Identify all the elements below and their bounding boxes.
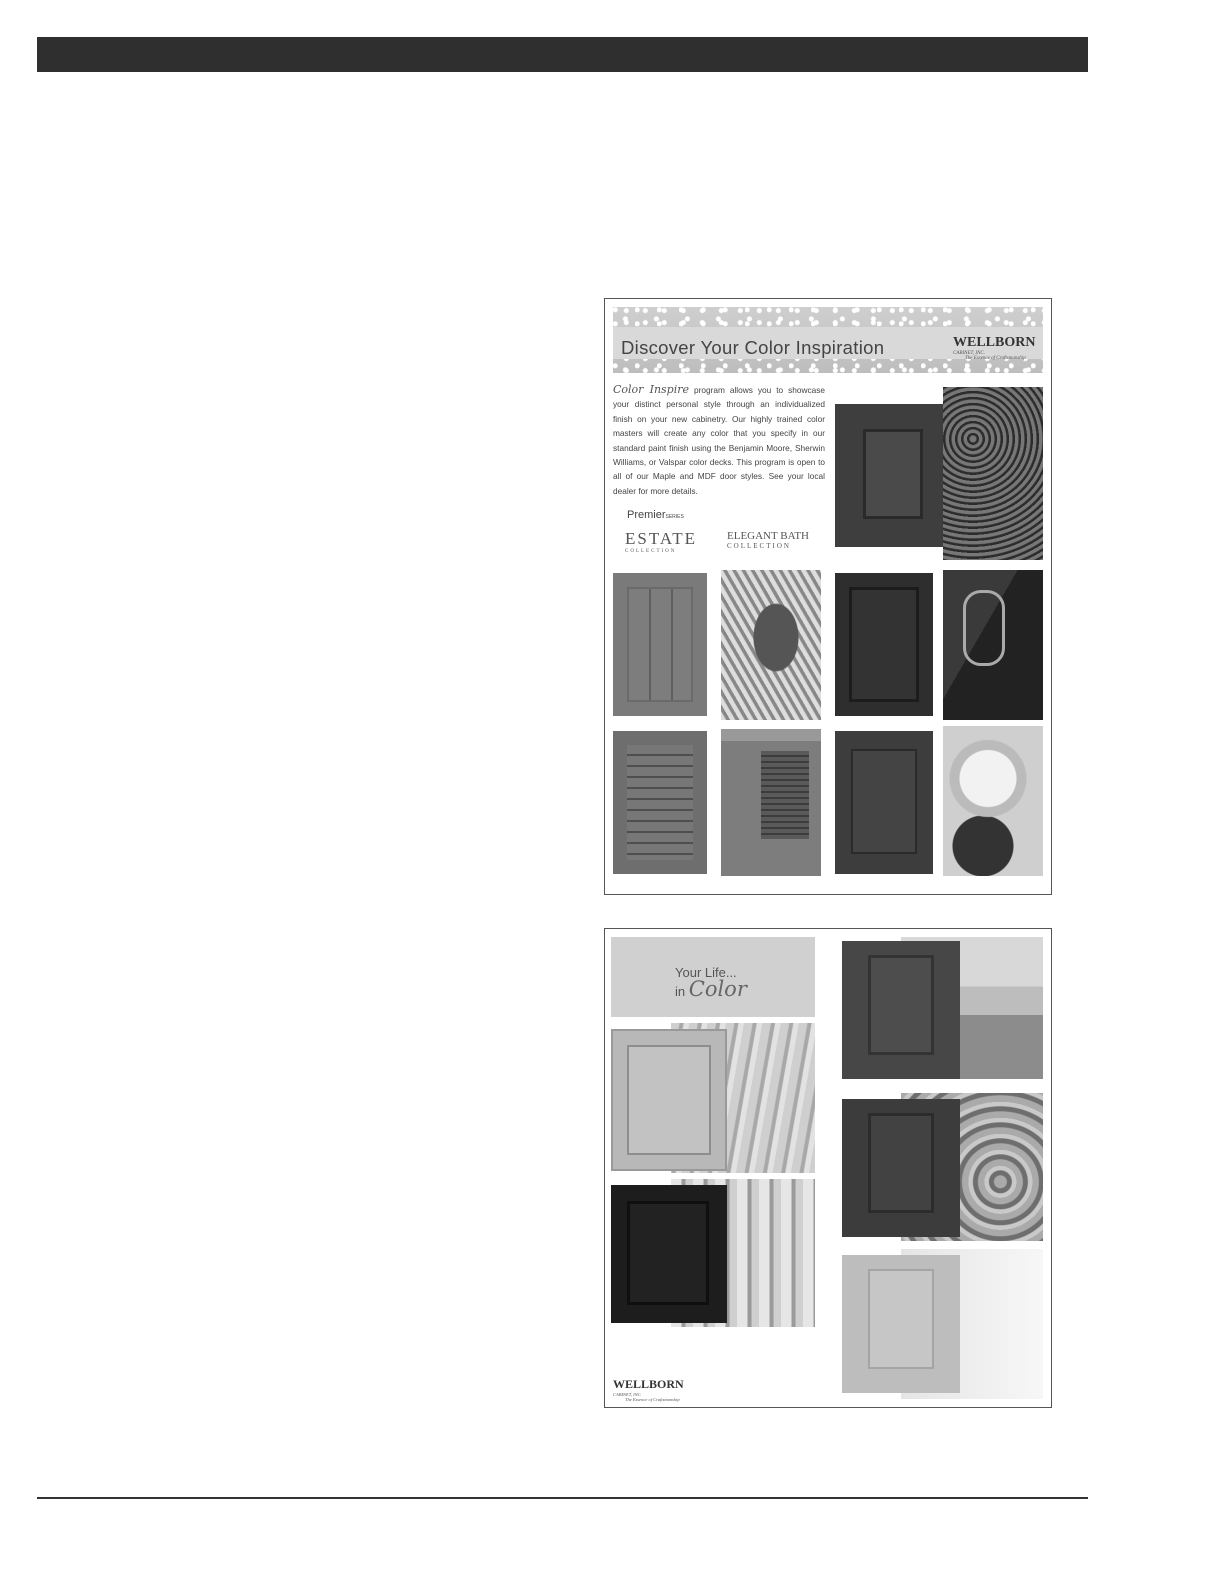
program-name: Color Inspire <box>613 383 689 396</box>
parrot-photo <box>721 570 821 720</box>
wood-door-sample <box>835 404 950 547</box>
logo-tagline: The Essence of Craftsmanship <box>965 356 1026 361</box>
footer-logo-text: WELLBORN <box>613 1377 684 1391</box>
dark-raised-door-sample <box>835 573 933 716</box>
logo-text: WELLBORN <box>953 335 1036 350</box>
footer-rule <box>37 1497 1088 1499</box>
pale-door-sample <box>842 1255 960 1393</box>
wellborn-logo-footer <box>613 1377 684 1402</box>
beadboard-door-sample <box>613 573 707 716</box>
oak-door-sample <box>842 941 960 1079</box>
door-knocker-photo <box>943 570 1043 720</box>
elegant-bath-logo <box>727 530 809 550</box>
title-in: in <box>675 984 686 999</box>
flyer-title: Discover Your Color Inspiration <box>621 337 885 358</box>
orchid-photo <box>943 726 1043 876</box>
title-line1: Your Life... <box>675 965 737 980</box>
cherry-door-sample <box>842 1099 960 1237</box>
premier-text: Premier <box>627 509 666 521</box>
flyer2-title <box>675 965 747 1000</box>
flyer-banner <box>613 307 1043 373</box>
estate-sub: COLLECTION <box>625 549 677 554</box>
louver-door-sample <box>613 731 707 874</box>
black-door-sample <box>611 1185 727 1323</box>
estate-text: ESTATE <box>625 529 698 548</box>
wellborn-logo <box>953 335 1035 361</box>
slate-door-sample <box>835 731 933 874</box>
bath-text: ELEGANT BATH <box>727 530 809 542</box>
program-description <box>613 383 825 498</box>
light-door-sample <box>611 1029 727 1171</box>
title-box <box>611 937 815 1017</box>
color-inspiration-flyer <box>604 298 1052 895</box>
estate-collection-logo <box>625 529 697 554</box>
footer-logo-sub: CABINET, INC. <box>613 1392 642 1397</box>
shutter-window-photo <box>721 729 821 876</box>
your-life-in-color-flyer <box>604 928 1052 1408</box>
footer-logo-tagline: The Essence of Craftsmanship <box>625 1397 680 1402</box>
program-body: program allows you to showcase your distinct personal style through an individualized finish on your new cabinetry. Our highly trained color masters will create any color that you specify in our standard paint finish using the Benjamin Moore, Sherwin Williams, or Valspar color decks. This program is open to all of our Maple and MDF door styles. See your local dealer for more details. <box>613 385 825 496</box>
title-color: Color <box>688 977 747 1001</box>
cobblestone-photo <box>943 387 1043 560</box>
bath-sub: COLLECTION <box>727 542 791 550</box>
logo-sub: CABINET, INC. <box>953 351 985 356</box>
premier-sub: SERIES <box>665 514 684 520</box>
header-bar <box>37 37 1088 72</box>
premier-series-logo <box>627 509 684 521</box>
